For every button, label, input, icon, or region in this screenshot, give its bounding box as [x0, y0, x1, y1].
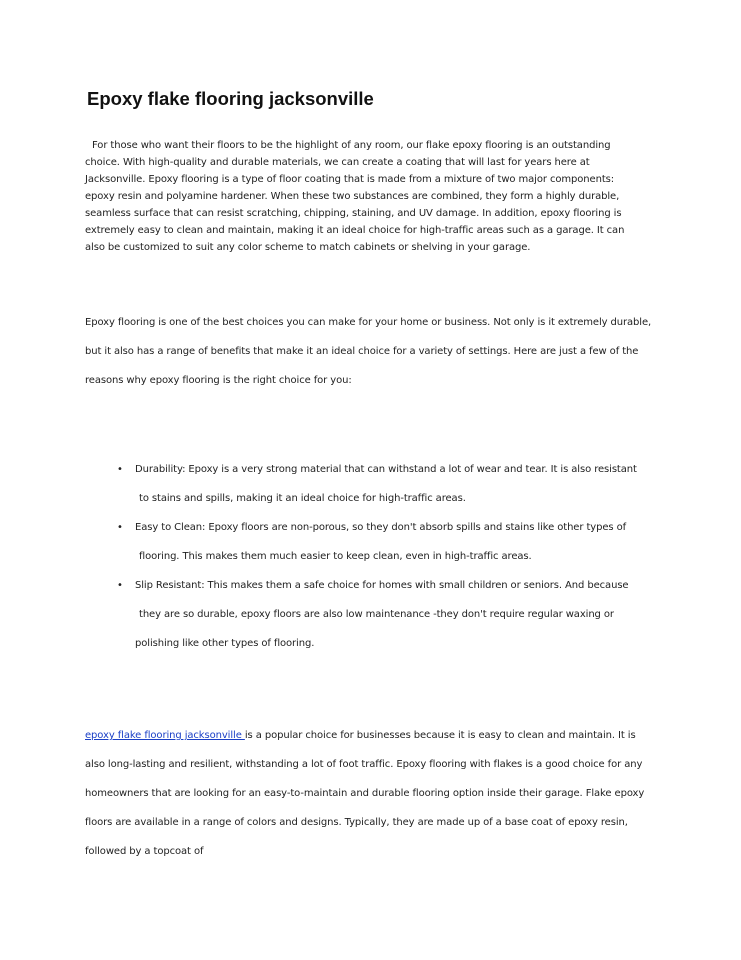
closing-paragraph-text: is a popular choice for businesses because it is easy to clean and maintain. It is also long-lasting and resilient, withstanding a lot of foot traffic. Epoxy flooring with flakes is a good choice for any homeowners that are looking for an easy-to-maintain and durable flooring option inside their garage. Flake epoxy floors are available in a range of colors and designs. Typically, they are made up of a base coat of epoxy resin, followed by a topcoat of: [85, 730, 645, 857]
bullet-icon: •: [117, 464, 123, 475]
bullet-text: Easy to Clean: Epoxy floors are non-porous, so they don't absorb spills and stains like other types of: [135, 522, 627, 533]
closing-paragraph: [85, 721, 657, 866]
epoxy-flake-flooring-link[interactable]: epoxy flake flooring jacksonville: [85, 730, 245, 741]
bullet-text-continued: to stains and spills, making it an ideal choice for high-traffic areas.: [139, 493, 466, 504]
benefits-intro-paragraph: Epoxy flooring is one of the best choices you can make for your home or business. Not only is it extremely durable, but it also has a range of benefits that make it an ideal choice for a variety of settings. Here are just a few of the reasons why epoxy flooring is the right choice for you:: [85, 317, 652, 386]
list-item: [115, 455, 650, 513]
list-item: [115, 571, 650, 658]
bullet-icon: •: [117, 522, 123, 533]
bullet-text-continued: flooring. This makes them much easier to keep clean, even in high-traffic areas.: [139, 551, 532, 562]
list-item: [115, 513, 650, 571]
bullet-icon: •: [117, 580, 123, 591]
intro-paragraph: For those who want their floors to be the highlight of any room, our flake epoxy flooring is an outstanding choice. With high-quality and durable materials, we can create a coating that will last for years here at Jacksonville. Epoxy flooring is a type of floor coating that is made from a mixture of two major components: epoxy resin and polyamine hardener. When these two substances are combined, they form a highly durable, seamless surface that can resist scratching, chipping, staining, and UV damage. In addition, epoxy flooring is extremely easy to clean and maintain, making it an ideal choice for high-traffic areas such as a garage. It can also be customized to suit any color scheme to match cabinets or shelving in your garage.: [85, 140, 625, 253]
benefits-list: [115, 455, 650, 658]
bullet-text: Slip Resistant: This makes them a safe choice for homes with small children or seniors. And because: [135, 580, 629, 591]
document-title: Epoxy flake flooring jacksonville: [87, 88, 374, 109]
bullet-text-continued: they are so durable, epoxy floors are also low maintenance -they don't require regular waxing or polishing like other types of flooring.: [135, 609, 614, 649]
bullet-text: Durability: Epoxy is a very strong material that can withstand a lot of wear and tear. It is also resistant: [135, 464, 637, 475]
